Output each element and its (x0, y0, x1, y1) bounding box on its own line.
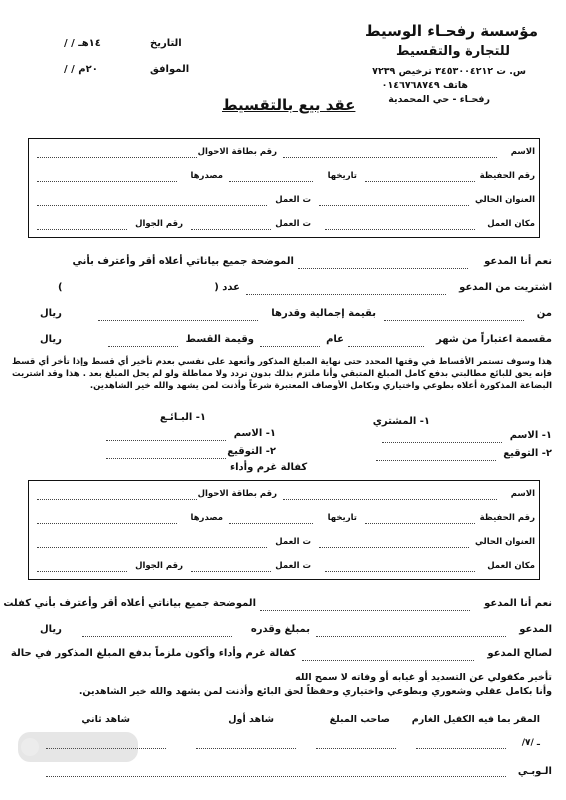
buyer-issue-place-label: مصدرها (190, 171, 223, 181)
date-value: / / ١٤هـ (64, 38, 101, 49)
guarantor-work-place-label: مكان العمل (487, 561, 535, 571)
buyer-line4-c: وقيمة القسط (185, 334, 254, 345)
buyer-line2-c: ) (58, 282, 63, 293)
buyer-line3-b: بقيمة إجمالية وقدرها (271, 308, 376, 319)
guarantor-issue-date-label: تاريخها (327, 513, 357, 523)
buyer-name-sign-field[interactable] (382, 442, 502, 443)
document-title: عقد بيع بالتقسيط (222, 96, 356, 114)
guarantor-info-box (28, 480, 540, 580)
guarantor-line1-b: الموضحة جميع بياناتي أعلاه أقر وأعترف بأني كفلت (3, 598, 256, 609)
guarantor-line1-a: نعم أنا المدعو (484, 598, 552, 609)
guarantor-address-field[interactable] (319, 547, 469, 548)
buyer-line4-d: ريال (40, 334, 62, 345)
footer-guarantor: المقر بما فيه الكفيل الغارم (411, 714, 540, 725)
buyer-work-place-field[interactable] (325, 229, 475, 230)
guarantor-line2-b: بمبلغ وقدره (250, 624, 310, 635)
company-license: س. ت ٣٤٥٣٠٠٤٢١٢ ترخيص ٧٢٣٩ (372, 66, 526, 77)
guarantor-work-place-field[interactable] (325, 571, 475, 572)
guarantor-line3-b: كفالة غرم وأداء وأكون ملزماً بدفع المبلغ المذكور في حالة (10, 648, 296, 659)
buyer-line1-a: نعم أنا المدعو (484, 256, 552, 267)
guarantor-issue-place-field[interactable] (37, 523, 177, 524)
guarantor-line2-amount-field[interactable] (82, 636, 232, 637)
buyer-mobile-field[interactable] (37, 229, 127, 230)
buyer-line3-total-field[interactable] (98, 320, 258, 321)
buyer-line1-field[interactable] (298, 268, 468, 269)
buyer-sign-field[interactable] (376, 460, 496, 461)
buyer-address-label: العنوان الحالي (474, 195, 535, 205)
company-phone: هاتف ٠١٤٦٧٦٨٧٤٩ (381, 80, 468, 91)
buyer-issue-date-label: تاريخها (327, 171, 357, 181)
buyer-issue-place-field[interactable] (37, 181, 177, 182)
buyer-line2-a: اشتريت من المدعو (459, 282, 552, 293)
guarantor-issue-date-field[interactable] (229, 523, 313, 524)
seller-sign-field[interactable] (106, 458, 226, 459)
buyer-name-label: الاسم (510, 147, 535, 157)
guarantor-name-label: الاسم (510, 489, 535, 499)
guarantor-id-label: رقم بطاقة الاحوال (197, 489, 277, 499)
company-subtitle: للتجارة والتقسيط (396, 44, 510, 59)
buyer-line3-c: ريال (40, 308, 62, 319)
seller-sign-label: ٢- التوقيع (227, 446, 276, 457)
guarantor-para1: تأخير مكفولي عن التسديد أو غيابه أو وفاته لا سمح الله (295, 672, 552, 683)
date-label: التاريخ (150, 38, 182, 49)
guarantor-name-field[interactable] (283, 499, 497, 500)
guarantor-family-field[interactable] (365, 523, 475, 524)
guarantor-line3-a: لصالح المدعو (487, 648, 552, 659)
guarantor-line2-c: ريال (40, 624, 62, 635)
buyer-work-place-label: مكان العمل (487, 219, 535, 229)
guarantor-work-phone2-field[interactable] (191, 571, 271, 572)
buyer-family-label: رقم الحفيظة (479, 171, 535, 181)
buyer-work-phone2-field[interactable] (191, 229, 271, 230)
buyer-work-phone2-label: ت العمل (275, 219, 311, 229)
footer-last: الـوبـي (517, 766, 552, 777)
company-name: مؤسسة رفحـاء الوسيط (364, 22, 538, 40)
footer-witness1-sign[interactable] (196, 748, 296, 749)
footer-number: ـ /٧/ (521, 738, 540, 748)
buyer-name-sign-label: ١- الاسم (509, 430, 552, 441)
buyer-sign-label: ٢- التوقيع (503, 448, 552, 459)
guarantor-work-phone2-label: ت العمل (275, 561, 311, 571)
guarantor-mobile-label: رقم الجوال (135, 561, 183, 571)
seller-name-sign-field[interactable] (106, 440, 226, 441)
buyer-work-phone-field[interactable] (37, 205, 267, 206)
guarantor-address-label: العنوان الحالي (474, 537, 535, 547)
guarantor-issue-place-label: مصدرها (190, 513, 223, 523)
footer-owner: صاحب المبلغ (329, 714, 390, 725)
footer-witness1: شاهد أول (228, 714, 274, 725)
watermark-logo (10, 722, 160, 772)
guarantor-para2: وأنا بكامل عقلي وشعوري وبطوعي واختياري وحفظاً لحق البائع وأذنت لمن يشهد والله خير الشاهدين. (78, 686, 552, 697)
footer-last-field[interactable] (46, 776, 506, 777)
buyer-line3-a: من (536, 308, 552, 319)
buyer-info-box (28, 138, 540, 238)
buyer-work-phone-label: ت العمل (275, 195, 311, 205)
guarantee-title: كفالة غرم وأداء (230, 462, 308, 473)
buyer-line4-year-field[interactable] (260, 346, 320, 347)
guarantor-mobile-field[interactable] (37, 571, 127, 572)
buyer-line2-b: عدد ( (214, 282, 240, 293)
buyer-line4-a: مقسمة اعتباراً من شهر (436, 334, 552, 345)
company-address: رفحـاء - حي المحمدية (388, 94, 490, 105)
buyer-issue-date-field[interactable] (229, 181, 313, 182)
buyer-line4-month-field[interactable] (348, 346, 424, 347)
buyer-address-field[interactable] (319, 205, 469, 206)
seller-sign-head: ١- البـائـع (159, 412, 206, 423)
buyer-line3-field[interactable] (384, 320, 524, 321)
buyer-terms-paragraph: هذا وسوف تستمر الأقساط في وقتها المحدد حتى نهاية المبلغ المذكور وأتعهد على نفسي بعدم تأخير أي قسط وإذا تأخر أي قسط فإنه يحق للبائع مطالبتي بدفع كامل المبلغ المتبقي وأنا ملتزم بذلك بدون تردد ولا مماطلة ولو لم يحل المبلغ بعد . هذا وقد اشتريت البضاعة المذكورة أعلاه بطوعي واختياري وبكامل الأوصاف المعتبرة شرعاً وأذنت لمن يشهد والله خير الشاهدين. (12, 357, 552, 391)
corresponding-value: / / ٢٠م (64, 64, 98, 75)
buyer-line2-field[interactable] (246, 294, 446, 295)
guarantor-work-phone-field[interactable] (37, 547, 267, 548)
buyer-sign-head: ١- المشتري (372, 416, 430, 427)
guarantor-family-label: رقم الحفيظة (479, 513, 535, 523)
footer-owner-sign[interactable] (316, 748, 396, 749)
corresponding-label: الموافق (150, 64, 190, 75)
guarantor-line3-field[interactable] (302, 660, 474, 661)
buyer-line4-b: عام (326, 334, 344, 345)
buyer-id-label: رقم بطاقة الاحوال (197, 147, 277, 157)
buyer-line4-installment-field[interactable] (108, 346, 178, 347)
seller-name-sign-label: ١- الاسم (233, 428, 276, 439)
guarantor-line2-a: المدعو (519, 624, 552, 635)
guarantor-line2-field[interactable] (316, 636, 506, 637)
buyer-line1-b: الموضحة جميع بياناتي أعلاه أقر وأعترف بأني (72, 256, 294, 267)
buyer-family-field[interactable] (365, 181, 475, 182)
guarantor-line1-field[interactable] (260, 610, 470, 611)
guarantor-work-phone-label: ت العمل (275, 537, 311, 547)
buyer-id-field[interactable] (37, 157, 197, 158)
footer-guarantor-sign[interactable] (416, 748, 506, 749)
buyer-mobile-label: رقم الجوال (135, 219, 183, 229)
buyer-name-field[interactable] (283, 157, 497, 158)
guarantor-id-field[interactable] (37, 499, 197, 500)
footer-witness2: شاهد ثاني (81, 714, 130, 725)
